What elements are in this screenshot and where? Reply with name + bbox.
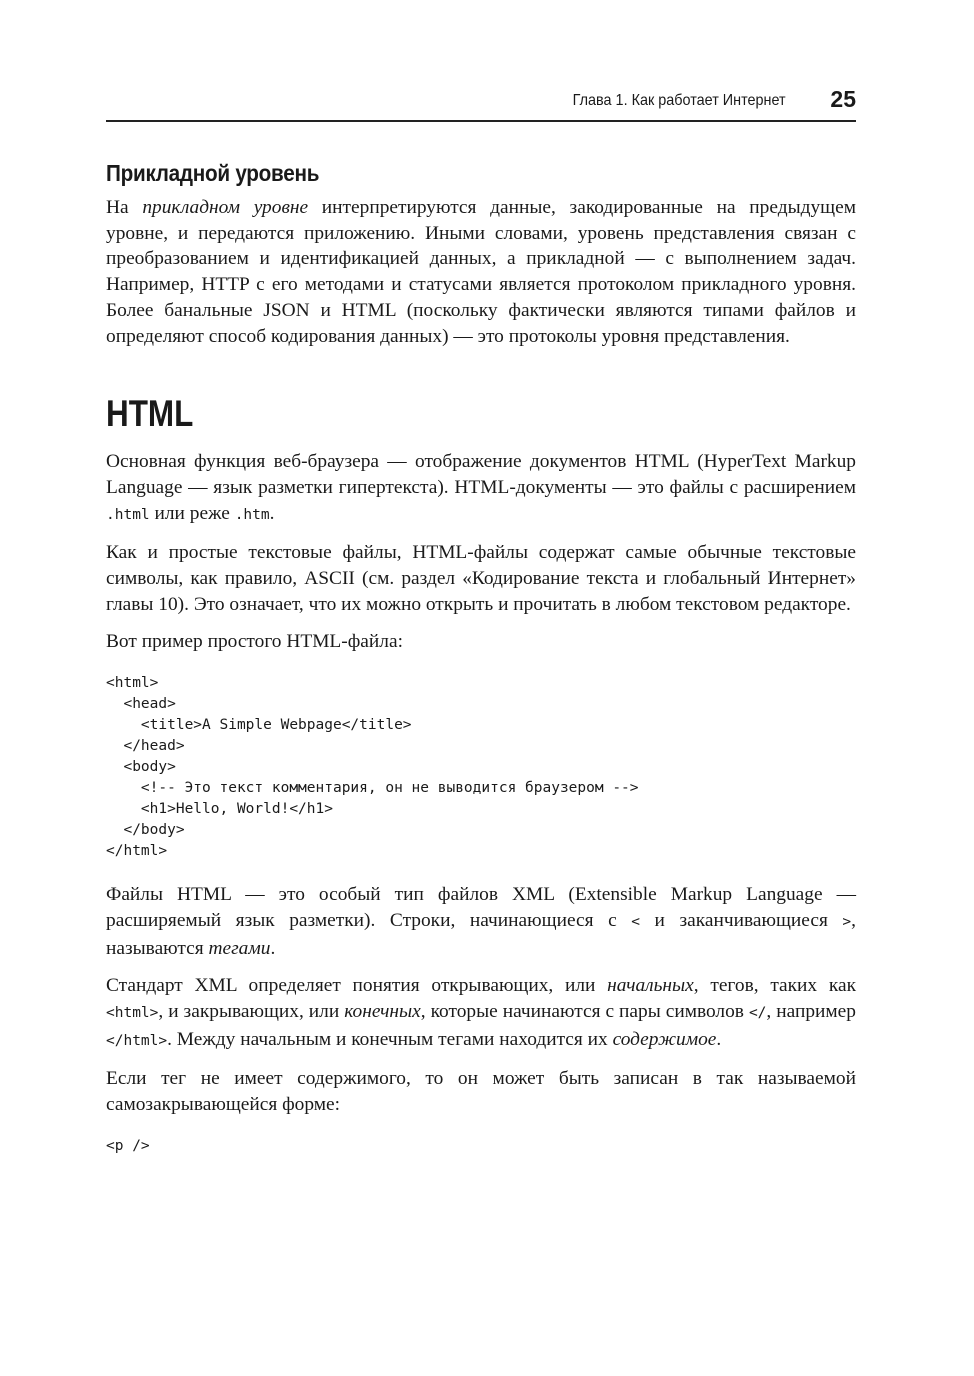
chapter-title: Глава 1. Как работает Интернет [573, 92, 786, 109]
inline-code: <html> [106, 1004, 159, 1021]
text: . [269, 502, 275, 524]
paragraph [106, 449, 856, 528]
italic-term: начальных [607, 975, 694, 997]
page-content [106, 160, 856, 1177]
section-heading: Прикладной уровень [106, 160, 320, 186]
text: Основная функция веб-браузера — отображение документов HTML (HyperText Markup Language — язык разметки гипертекста). HTML-документы — это файлы с расширением [106, 451, 856, 498]
code-line: <html> [106, 675, 159, 692]
italic-term: содержимое [612, 1028, 717, 1050]
italic-term: тегами [208, 937, 271, 959]
text: , которые начинаются с пары символов [420, 1000, 749, 1022]
inline-code: </ [748, 1004, 767, 1021]
inline-code: < [631, 913, 640, 930]
text: . [716, 1028, 722, 1050]
inline-code: .htm [234, 506, 270, 523]
text: , тегов, таких как [693, 975, 856, 997]
code-line: </body> [106, 822, 185, 839]
code-block [106, 673, 856, 862]
text: , и закрывающих, или [158, 1000, 345, 1022]
text: , например [766, 1000, 856, 1022]
paragraph [106, 882, 856, 961]
italic-term: прикладном уровне [142, 197, 309, 218]
code-line: <title>A Simple Webpage</title> [106, 717, 412, 734]
paragraph: Вот пример простого HTML-файла: [106, 631, 403, 653]
inline-code: > [842, 913, 852, 930]
code-line: <p /> [106, 1137, 150, 1154]
text: Стандарт XML определяет понятия открывающих, или [106, 975, 608, 997]
code-line: <h1>Hello, World!</h1> [106, 801, 333, 818]
running-header [106, 86, 856, 122]
paragraph: Как и простые текстовые файлы, HTML-файлы содержат самые обычные текстовые символы, как правило, ASCII (см. раздел «Кодирование текста и глобальный Интернет» главы 10). Это означает, что их можно открыть и прочитать в любом текстовом редакторе. [106, 542, 856, 615]
chapter-section-heading: HTML [106, 393, 194, 435]
code-line: </html> [106, 843, 168, 860]
text: На [106, 197, 143, 218]
text: . Между начальным и конечным тегами находится их [167, 1028, 613, 1050]
code-line: <!-- Это текст комментария, он не выводится браузером --> [106, 780, 639, 797]
text: Файлы HTML — это особый тип файлов XML (Extensible Markup Language — расширяемый язык разметки). Строки, начинающиеся с [106, 884, 856, 931]
code-line: </head> [106, 738, 185, 755]
text: или реже [149, 502, 235, 524]
paragraph [106, 195, 856, 349]
inline-code: </html> [106, 1032, 168, 1049]
text: интерпретируются данные, закодированные на предыдущем уровне, и передаются приложению. Иными словами, уровень представления связан с преобразованием и идентификацией данных, а прикладной — с выполнением задач. Например, HTTP с его методами и статусами является протоколом прикладного уровня. Более банальные JSON и HTML (поскольку фактически являются типами файлов и определяют способ кодирования данных) — это протоколы уровня представления. [106, 197, 856, 347]
code-block [106, 1136, 856, 1157]
text: . [270, 937, 276, 959]
paragraph: Если тег не имеет содержимого, то он может быть записан в так называемой самозакрывающейся форме: [106, 1068, 856, 1116]
code-line: <head> [106, 696, 176, 713]
paragraph [106, 973, 856, 1054]
page-number: 25 [830, 86, 856, 112]
text: и заканчивающиеся [640, 909, 843, 931]
code-line: <body> [106, 759, 176, 776]
italic-term: конечных [344, 1000, 421, 1022]
text: , называются [106, 909, 856, 959]
inline-code: .html [106, 506, 150, 523]
